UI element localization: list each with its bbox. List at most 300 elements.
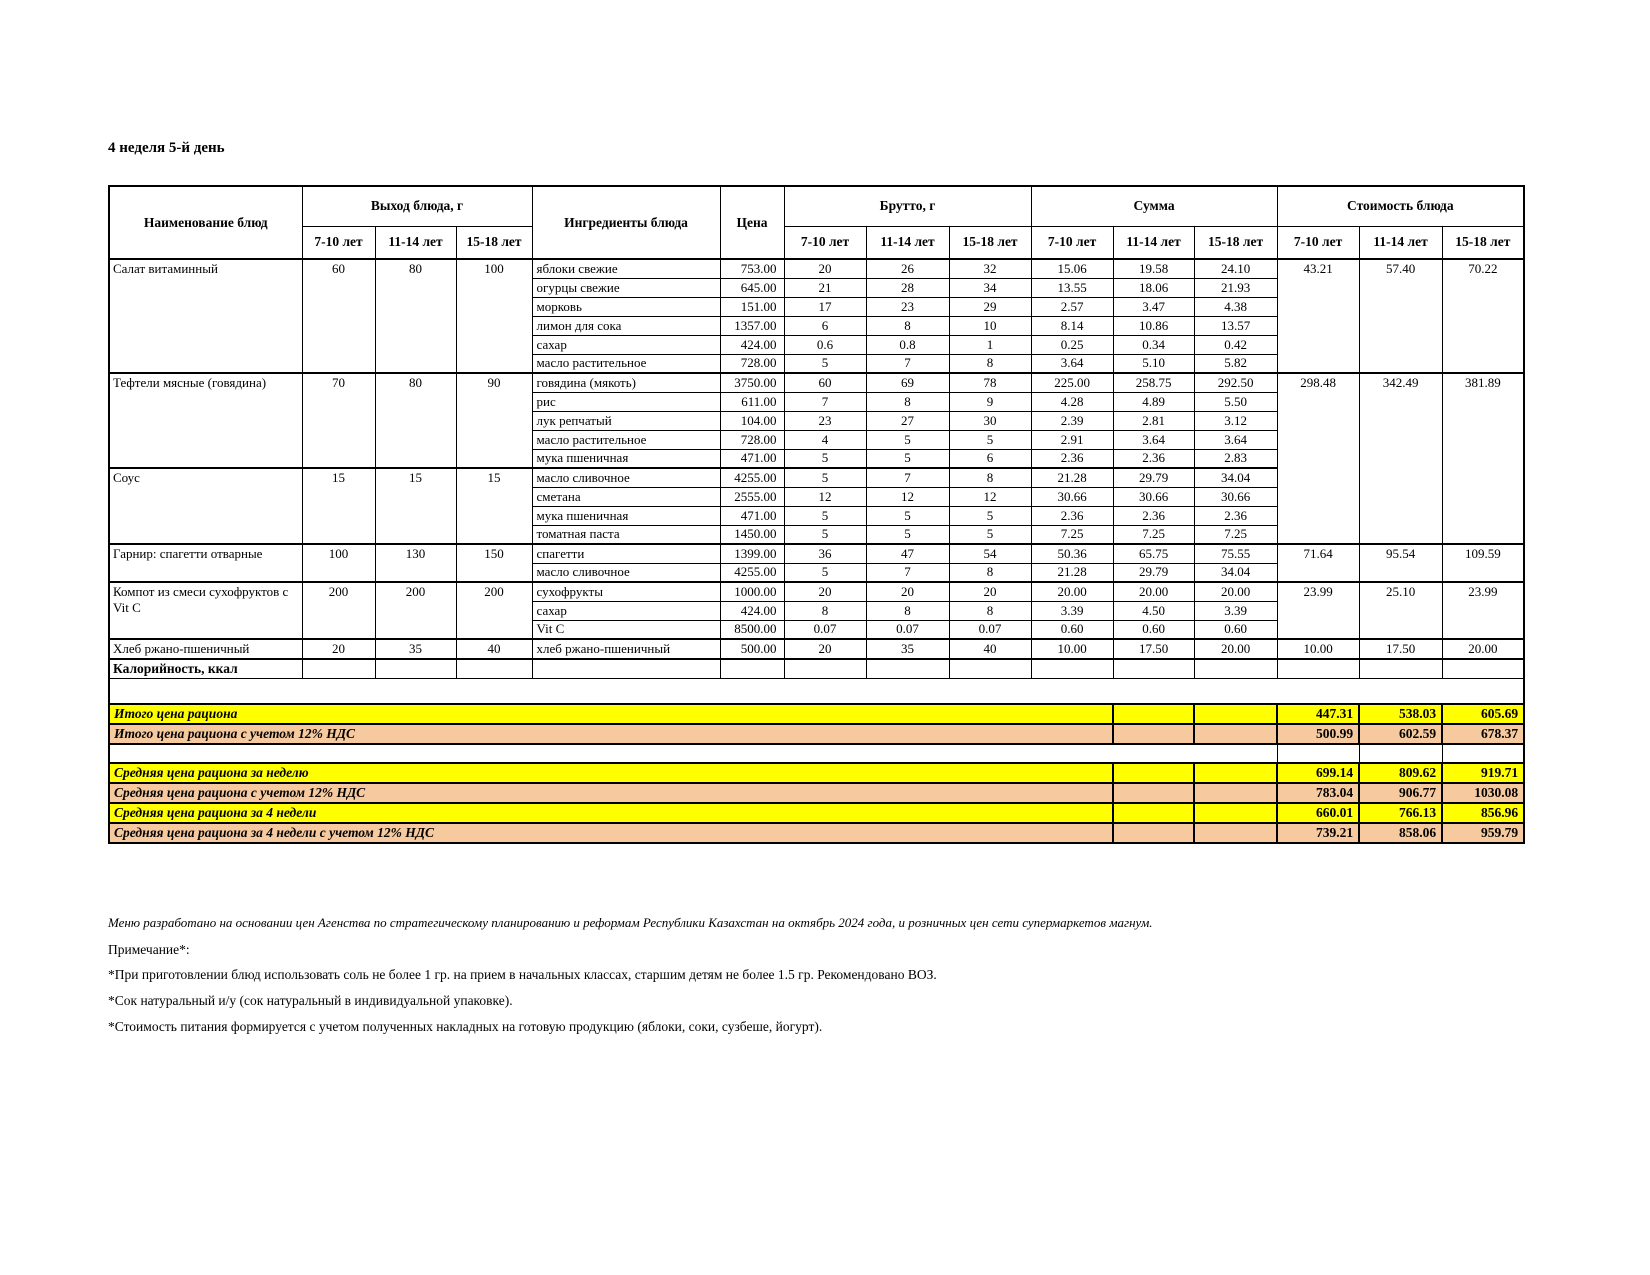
header-age-cost-1: 7-10 лет (1277, 226, 1359, 259)
brutto-cell: 9 (949, 392, 1031, 411)
brutto-cell: 8 (866, 601, 949, 620)
header-age-sum-2: 11-14 лет (1113, 226, 1194, 259)
ingredient-cell: спагетти (532, 544, 720, 563)
summary-value-cell: 919.71 (1442, 763, 1524, 783)
dish-group-row (109, 639, 1524, 659)
cost-cell: 298.48 (1277, 373, 1359, 544)
ingredient-cell: морковь (532, 297, 720, 316)
sum-cell: 13.57 (1194, 316, 1277, 335)
sum-cell: 10.86 (1113, 316, 1194, 335)
brutto-cell: 78 (949, 373, 1031, 392)
ingredient-cell: лимон для сока (532, 316, 720, 335)
header-age-sum-3: 15-18 лет (1194, 226, 1277, 259)
spacer-cell (109, 678, 1524, 704)
sum-cell: 2.36 (1113, 506, 1194, 525)
summary-filler-cell (1194, 803, 1277, 823)
sum-cell: 75.55 (1194, 544, 1277, 563)
sum-cell: 20.00 (1031, 582, 1113, 601)
brutto-cell: 8 (784, 601, 866, 620)
empty-cell (1277, 659, 1359, 678)
summary-filler-cell (1113, 783, 1194, 803)
summary-filler-cell (1113, 823, 1194, 843)
ingredient-cell: сахар (532, 335, 720, 354)
cost-cell: 23.99 (1277, 582, 1359, 639)
brutto-cell: 20 (784, 259, 866, 278)
brutto-cell: 8 (949, 563, 1031, 582)
sum-cell: 50.36 (1031, 544, 1113, 563)
footer-note-title: Примечание*: (108, 942, 190, 957)
menu-table-header (109, 186, 1524, 259)
summary-empty-value-cell (1442, 744, 1524, 763)
yield-cell: 100 (456, 259, 532, 373)
header-age-yield-1: 7-10 лет (302, 226, 375, 259)
summary-row (109, 803, 1524, 823)
price-cell: 728.00 (720, 354, 784, 373)
header-dish: Наименование блюд (109, 186, 302, 259)
cost-cell: 381.89 (1442, 373, 1524, 544)
price-cell: 471.00 (720, 449, 784, 468)
summary-value-cell: 809.62 (1359, 763, 1442, 783)
sum-cell: 65.75 (1113, 544, 1194, 563)
dish-name-cell: Гарнир: спагетти отварные (109, 544, 302, 582)
brutto-cell: 10 (949, 316, 1031, 335)
brutto-cell: 17 (784, 297, 866, 316)
price-cell: 471.00 (720, 506, 784, 525)
dish-group-row (109, 544, 1524, 563)
brutto-cell: 40 (949, 639, 1031, 659)
summary-value-cell: 500.99 (1277, 724, 1359, 744)
brutto-cell: 21 (784, 278, 866, 297)
ingredient-cell: сухофрукты (532, 582, 720, 601)
summary-value-cell: 739.21 (1277, 823, 1359, 843)
brutto-cell: 12 (949, 487, 1031, 506)
brutto-cell: 5 (784, 468, 866, 487)
sum-cell: 3.39 (1031, 601, 1113, 620)
sum-cell: 258.75 (1113, 373, 1194, 392)
summary-value-cell: 856.96 (1442, 803, 1524, 823)
price-cell: 645.00 (720, 278, 784, 297)
sum-cell: 0.25 (1031, 335, 1113, 354)
ingredient-cell: сахар (532, 601, 720, 620)
brutto-cell: 6 (949, 449, 1031, 468)
empty-cell (1194, 659, 1277, 678)
brutto-cell: 23 (784, 411, 866, 430)
brutto-cell: 36 (784, 544, 866, 563)
empty-cell (1442, 659, 1524, 678)
summary-value-cell: 906.77 (1359, 783, 1442, 803)
brutto-cell: 8 (949, 354, 1031, 373)
price-cell: 1399.00 (720, 544, 784, 563)
yield-cell: 20 (302, 639, 375, 659)
dish-name-cell: Хлеб ржано-пшеничный (109, 639, 302, 659)
price-cell: 611.00 (720, 392, 784, 411)
brutto-cell: 8 (866, 316, 949, 335)
price-cell: 151.00 (720, 297, 784, 316)
brutto-cell: 5 (784, 506, 866, 525)
brutto-cell: 8 (949, 601, 1031, 620)
sum-cell: 0.34 (1113, 335, 1194, 354)
price-cell: 424.00 (720, 335, 784, 354)
cost-cell: 57.40 (1359, 259, 1442, 373)
ingredient-cell: мука пшеничная (532, 506, 720, 525)
ingredient-cell: масло сливочное (532, 468, 720, 487)
sum-cell: 15.06 (1031, 259, 1113, 278)
brutto-cell: 5 (784, 563, 866, 582)
brutto-cell: 26 (866, 259, 949, 278)
sum-cell: 0.42 (1194, 335, 1277, 354)
sum-cell: 8.14 (1031, 316, 1113, 335)
header-age-row (109, 226, 1524, 259)
brutto-cell: 8 (949, 468, 1031, 487)
price-cell: 4255.00 (720, 563, 784, 582)
summary-label-cell: Итого цена рациона (109, 704, 1113, 724)
summary-value-cell: 678.37 (1442, 724, 1524, 744)
header-sum: Сумма (1031, 186, 1277, 226)
dish-name-cell: Тефтели мясные (говядина) (109, 373, 302, 468)
empty-cell (1113, 659, 1194, 678)
sum-cell: 18.06 (1113, 278, 1194, 297)
yield-cell: 35 (375, 639, 456, 659)
brutto-cell: 35 (866, 639, 949, 659)
ingredient-cell: масло растительное (532, 354, 720, 373)
header-yield: Выход блюда, г (302, 186, 532, 226)
sum-cell: 20.00 (1194, 582, 1277, 601)
footer-note: *При приготовлении блюд использовать соль не более 1 гр. на прием в начальных классах, старшим детям не более 1.5 гр. Рекомендовано ВОЗ. (108, 967, 937, 982)
empty-cell (1031, 659, 1113, 678)
brutto-cell: 30 (949, 411, 1031, 430)
yield-cell: 80 (375, 259, 456, 373)
brutto-cell: 23 (866, 297, 949, 316)
summary-label-cell: Средняя цена рациона за неделю (109, 763, 1113, 783)
price-cell: 4255.00 (720, 468, 784, 487)
brutto-cell: 7 (866, 468, 949, 487)
yield-cell: 40 (456, 639, 532, 659)
price-cell: 2555.00 (720, 487, 784, 506)
brutto-cell: 7 (784, 392, 866, 411)
price-cell: 728.00 (720, 430, 784, 449)
summary-value-cell: 447.31 (1277, 704, 1359, 724)
yield-cell: 15 (456, 468, 532, 544)
summary-filler-cell (1194, 724, 1277, 744)
cost-cell: 23.99 (1442, 582, 1524, 639)
price-cell: 753.00 (720, 259, 784, 278)
brutto-cell: 0.07 (949, 620, 1031, 639)
header-age-brutto-3: 15-18 лет (949, 226, 1031, 259)
yield-cell: 100 (302, 544, 375, 582)
brutto-cell: 32 (949, 259, 1031, 278)
sum-cell: 3.12 (1194, 411, 1277, 430)
sum-cell: 2.36 (1194, 506, 1277, 525)
empty-cell (866, 659, 949, 678)
brutto-cell: 69 (866, 373, 949, 392)
brutto-cell: 7 (866, 354, 949, 373)
cost-cell: 71.64 (1277, 544, 1359, 582)
brutto-cell: 0.8 (866, 335, 949, 354)
summary-label-cell: Средняя цена рациона за 4 недели с учетом 12% НДС (109, 823, 1113, 843)
sum-cell: 0.60 (1194, 620, 1277, 639)
yield-cell: 150 (456, 544, 532, 582)
sum-cell: 7.25 (1194, 525, 1277, 544)
summary-value-cell: 766.13 (1359, 803, 1442, 823)
brutto-cell: 5 (784, 354, 866, 373)
dish-name-cell: Компот из смеси сухофруктов с Vit C (109, 582, 302, 639)
footer-notes (108, 915, 1448, 1045)
sum-cell: 4.89 (1113, 392, 1194, 411)
sum-cell: 4.38 (1194, 297, 1277, 316)
sum-cell: 5.50 (1194, 392, 1277, 411)
header-age-cost-2: 11-14 лет (1359, 226, 1442, 259)
brutto-cell: 34 (949, 278, 1031, 297)
brutto-cell: 20 (949, 582, 1031, 601)
summary-row (109, 704, 1524, 724)
sum-cell: 20.00 (1194, 639, 1277, 659)
yield-cell: 60 (302, 259, 375, 373)
calories-row (109, 659, 1524, 678)
sum-cell: 7.25 (1031, 525, 1113, 544)
summary-row (109, 763, 1524, 783)
empty-cell (720, 659, 784, 678)
sum-cell: 34.04 (1194, 468, 1277, 487)
ingredient-cell: огурцы свежие (532, 278, 720, 297)
empty-cell (375, 659, 456, 678)
summary-value-cell: 858.06 (1359, 823, 1442, 843)
header-group-row (109, 186, 1524, 226)
summary-filler-cell (1194, 704, 1277, 724)
brutto-cell: 5 (949, 430, 1031, 449)
ingredient-cell: яблоки свежие (532, 259, 720, 278)
summary-row (109, 724, 1524, 744)
ingredient-cell: масло растительное (532, 430, 720, 449)
header-ingredients: Ингредиенты блюда (532, 186, 720, 259)
summary-value-cell: 699.14 (1277, 763, 1359, 783)
summary-filler-cell (1194, 823, 1277, 843)
empty-cell (302, 659, 375, 678)
yield-cell: 80 (375, 373, 456, 468)
brutto-cell: 20 (784, 639, 866, 659)
sum-cell: 0.60 (1031, 620, 1113, 639)
summary-row (109, 744, 1524, 763)
sum-cell: 2.36 (1113, 449, 1194, 468)
dish-group-row (109, 373, 1524, 392)
summary-filler-cell (1194, 783, 1277, 803)
price-cell: 500.00 (720, 639, 784, 659)
ingredient-cell: рис (532, 392, 720, 411)
brutto-cell: 54 (949, 544, 1031, 563)
footer-note: *Стоимость питания формируется с учетом полученных накладных на готовую продукцию (яблоки, соки, сузбеше, йогурт). (108, 1019, 823, 1034)
menu-table-body (109, 259, 1524, 843)
sum-cell: 17.50 (1113, 639, 1194, 659)
ingredient-cell: хлеб ржано-пшеничный (532, 639, 720, 659)
ingredient-cell: масло сливочное (532, 563, 720, 582)
sum-cell: 34.04 (1194, 563, 1277, 582)
cost-cell: 342.49 (1359, 373, 1442, 544)
cost-cell: 25.10 (1359, 582, 1442, 639)
brutto-cell: 5 (866, 525, 949, 544)
sum-cell: 10.00 (1031, 639, 1113, 659)
summary-label-cell: Итого цена рациона с учетом 12% НДС (109, 724, 1113, 744)
sum-cell: 21.28 (1031, 563, 1113, 582)
sum-cell: 3.39 (1194, 601, 1277, 620)
summary-value-cell: 605.69 (1442, 704, 1524, 724)
cost-cell: 109.59 (1442, 544, 1524, 582)
menu-table-wrap (108, 185, 1525, 844)
empty-cell (949, 659, 1031, 678)
sum-cell: 2.91 (1031, 430, 1113, 449)
yield-cell: 130 (375, 544, 456, 582)
empty-cell (532, 659, 720, 678)
summary-filler-cell (1113, 803, 1194, 823)
cost-cell: 10.00 (1277, 639, 1359, 659)
sum-cell: 2.39 (1031, 411, 1113, 430)
ingredient-cell: сметана (532, 487, 720, 506)
sum-cell: 3.64 (1113, 430, 1194, 449)
sum-cell: 0.60 (1113, 620, 1194, 639)
sum-cell: 24.10 (1194, 259, 1277, 278)
brutto-cell: 0.07 (866, 620, 949, 639)
sum-cell: 4.50 (1113, 601, 1194, 620)
brutto-cell: 12 (784, 487, 866, 506)
summary-filler-cell (1113, 704, 1194, 724)
cost-cell: 95.54 (1359, 544, 1442, 582)
sum-cell: 3.47 (1113, 297, 1194, 316)
header-age-yield-3: 15-18 лет (456, 226, 532, 259)
summary-empty-value-cell (1359, 744, 1442, 763)
brutto-cell: 5 (866, 506, 949, 525)
brutto-cell: 27 (866, 411, 949, 430)
sum-cell: 2.36 (1031, 506, 1113, 525)
sum-cell: 2.83 (1194, 449, 1277, 468)
yield-cell: 15 (302, 468, 375, 544)
calories-label-cell: Калорийность, ккал (109, 659, 302, 678)
price-cell: 8500.00 (720, 620, 784, 639)
brutto-cell: 5 (784, 449, 866, 468)
sum-cell: 21.93 (1194, 278, 1277, 297)
summary-filler-cell (1113, 724, 1194, 744)
sum-cell: 30.66 (1113, 487, 1194, 506)
ingredient-cell: говядина (мякоть) (532, 373, 720, 392)
dish-name-cell: Соус (109, 468, 302, 544)
summary-filler-cell (1194, 763, 1277, 783)
sum-cell: 21.28 (1031, 468, 1113, 487)
header-brutto: Брутто, г (784, 186, 1031, 226)
sum-cell: 225.00 (1031, 373, 1113, 392)
spacer-row (109, 678, 1524, 704)
summary-label-cell: Средняя цена рациона с учетом 12% НДС (109, 783, 1113, 803)
summary-value-cell: 959.79 (1442, 823, 1524, 843)
empty-cell (784, 659, 866, 678)
sum-cell: 20.00 (1113, 582, 1194, 601)
sum-cell: 3.64 (1194, 430, 1277, 449)
summary-label-cell: Средняя цена рациона за 4 недели (109, 803, 1113, 823)
summary-row (109, 823, 1524, 843)
ingredient-cell: мука пшеничная (532, 449, 720, 468)
header-cost: Стоимость блюда (1277, 186, 1524, 226)
sum-cell: 29.79 (1113, 468, 1194, 487)
sum-cell: 19.58 (1113, 259, 1194, 278)
brutto-cell: 5 (866, 430, 949, 449)
brutto-cell: 20 (784, 582, 866, 601)
sum-cell: 30.66 (1031, 487, 1113, 506)
summary-value-cell: 538.03 (1359, 704, 1442, 724)
sum-cell: 29.79 (1113, 563, 1194, 582)
sum-cell: 30.66 (1194, 487, 1277, 506)
yield-cell: 90 (456, 373, 532, 468)
header-age-yield-2: 11-14 лет (375, 226, 456, 259)
dish-name-cell: Салат витаминный (109, 259, 302, 373)
summary-value-cell: 660.01 (1277, 803, 1359, 823)
sum-cell: 4.28 (1031, 392, 1113, 411)
header-age-cost-3: 15-18 лет (1442, 226, 1524, 259)
sum-cell: 7.25 (1113, 525, 1194, 544)
yield-cell: 200 (375, 582, 456, 639)
dish-group-row (109, 259, 1524, 278)
brutto-cell: 7 (866, 563, 949, 582)
price-cell: 1357.00 (720, 316, 784, 335)
brutto-cell: 0.6 (784, 335, 866, 354)
cost-cell: 20.00 (1442, 639, 1524, 659)
yield-cell: 15 (375, 468, 456, 544)
brutto-cell: 4 (784, 430, 866, 449)
yield-cell: 200 (302, 582, 375, 639)
brutto-cell: 1 (949, 335, 1031, 354)
brutto-cell: 8 (866, 392, 949, 411)
summary-value-cell: 1030.08 (1442, 783, 1524, 803)
menu-table (108, 185, 1525, 844)
ingredient-cell: Vit C (532, 620, 720, 639)
price-cell: 424.00 (720, 601, 784, 620)
brutto-cell: 60 (784, 373, 866, 392)
sum-cell: 5.10 (1113, 354, 1194, 373)
cost-cell: 43.21 (1277, 259, 1359, 373)
header-age-brutto-2: 11-14 лет (866, 226, 949, 259)
summary-value-cell: 602.59 (1359, 724, 1442, 744)
sum-cell: 2.36 (1031, 449, 1113, 468)
price-cell: 1450.00 (720, 525, 784, 544)
yield-cell: 70 (302, 373, 375, 468)
price-cell: 1000.00 (720, 582, 784, 601)
empty-cell (1359, 659, 1442, 678)
brutto-cell: 6 (784, 316, 866, 335)
summary-blank-cell (109, 744, 1277, 763)
price-cell: 3750.00 (720, 373, 784, 392)
brutto-cell: 28 (866, 278, 949, 297)
brutto-cell: 5 (784, 525, 866, 544)
ingredient-cell: лук репчатый (532, 411, 720, 430)
brutto-cell: 20 (866, 582, 949, 601)
footer-intro: Меню разработано на основании цен Агенства по стратегическому планированию и реформам Республики Казахстан на октябрь 2024 года, и розничных цен сети супермаркетов магнум. (108, 915, 1153, 930)
yield-cell: 200 (456, 582, 532, 639)
summary-empty-value-cell (1277, 744, 1359, 763)
header-price: Цена (720, 186, 784, 259)
summary-value-cell: 783.04 (1277, 783, 1359, 803)
sum-cell: 13.55 (1031, 278, 1113, 297)
sum-cell: 3.64 (1031, 354, 1113, 373)
brutto-cell: 5 (866, 449, 949, 468)
sum-cell: 5.82 (1194, 354, 1277, 373)
price-cell: 104.00 (720, 411, 784, 430)
header-age-sum-1: 7-10 лет (1031, 226, 1113, 259)
brutto-cell: 5 (949, 525, 1031, 544)
brutto-cell: 12 (866, 487, 949, 506)
brutto-cell: 29 (949, 297, 1031, 316)
sum-cell: 2.81 (1113, 411, 1194, 430)
cost-cell: 17.50 (1359, 639, 1442, 659)
sum-cell: 2.57 (1031, 297, 1113, 316)
sum-cell: 292.50 (1194, 373, 1277, 392)
empty-cell (456, 659, 532, 678)
header-age-brutto-1: 7-10 лет (784, 226, 866, 259)
cost-cell: 70.22 (1442, 259, 1524, 373)
